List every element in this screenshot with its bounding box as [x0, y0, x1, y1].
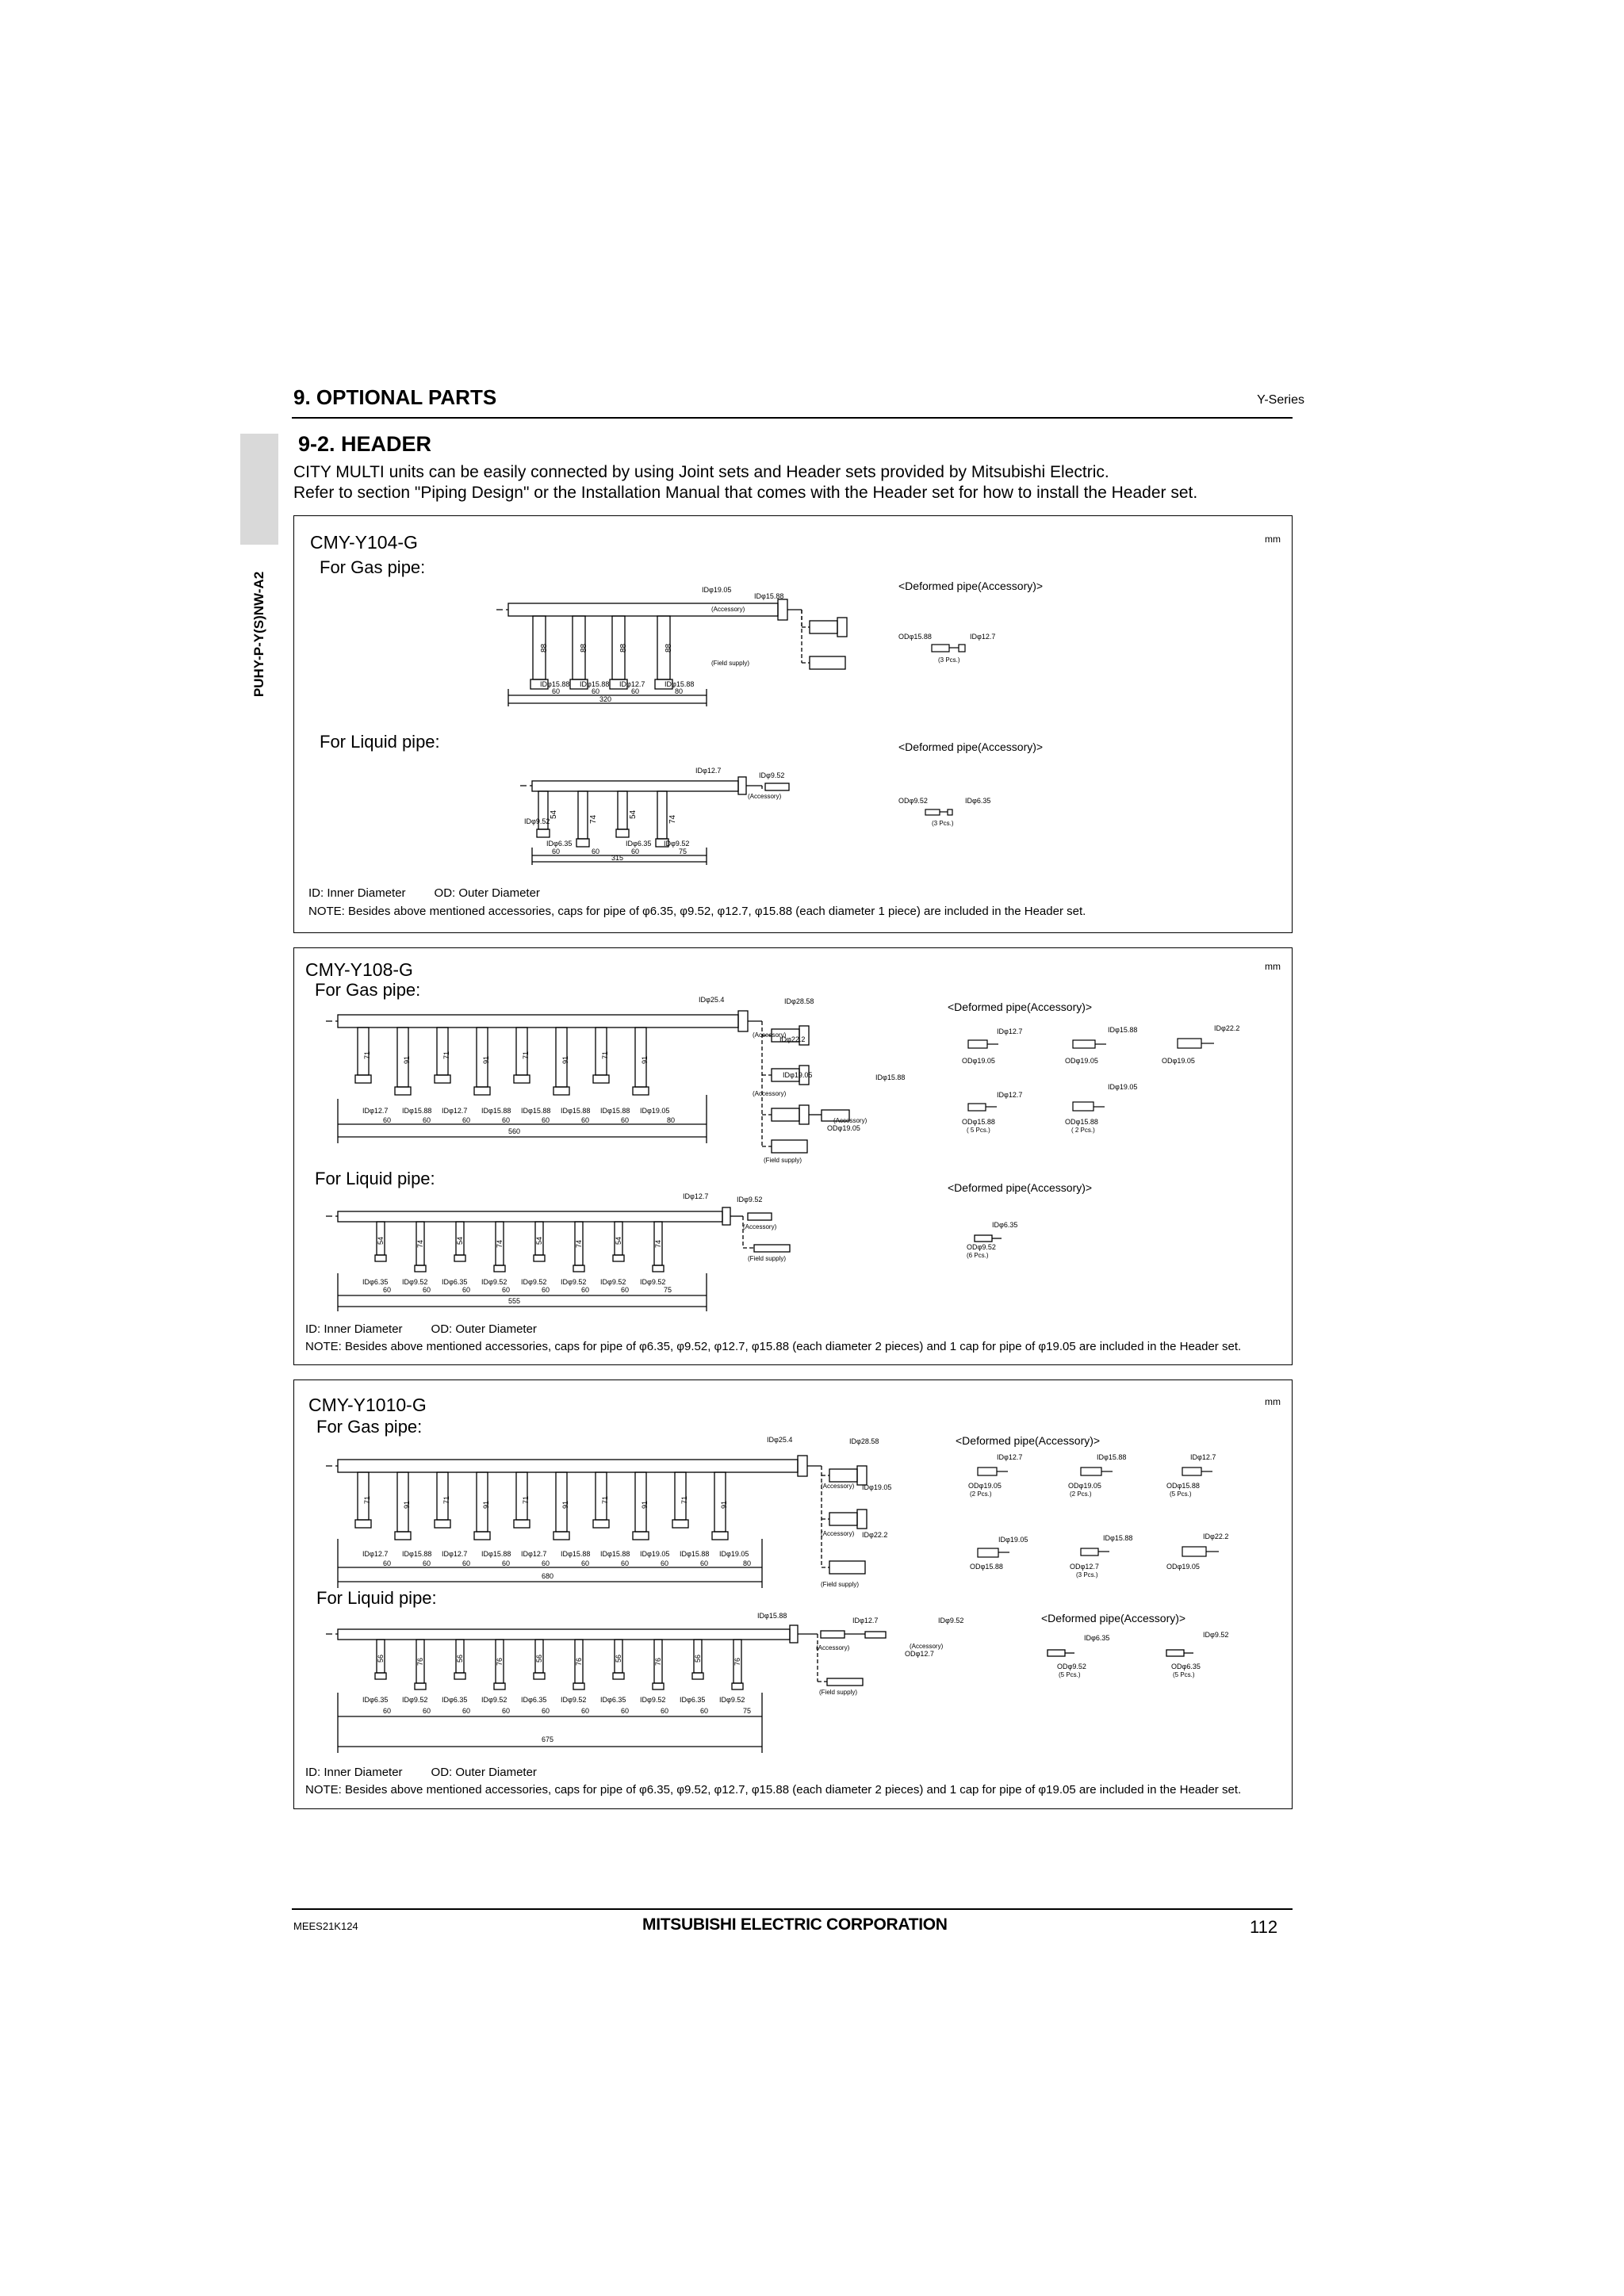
svg-text:91: 91	[403, 1055, 411, 1064]
side-label: PUHY-P-Y(S)NW-A2	[251, 571, 266, 698]
svg-text:76: 76	[416, 1657, 424, 1666]
svg-text:76: 76	[496, 1657, 504, 1666]
pitch: 60	[631, 687, 640, 695]
total-length: 560	[508, 1127, 521, 1135]
total-length: 320	[599, 695, 612, 703]
gas-branches	[530, 616, 672, 689]
svg-text:(6 Pcs.): (6 Pcs.)	[967, 1252, 989, 1259]
deformed-pipe-heading: <Deformed pipe(Accessory)>	[956, 1434, 1101, 1447]
svg-text:IDφ9.52: IDφ9.52	[640, 1696, 666, 1704]
deformed-pipe-heading: <Deformed pipe(Accessory)>	[1041, 1612, 1186, 1624]
branch-height: 88	[580, 643, 588, 652]
svg-text:75: 75	[743, 1707, 752, 1715]
svg-text:60: 60	[462, 1286, 471, 1294]
accessory-id: IDφ15.88	[754, 592, 784, 600]
liquid-header-drawing	[326, 1625, 1193, 1753]
svg-text:IDφ19.05: IDφ19.05	[998, 1536, 1028, 1544]
svg-text:IDφ6.35: IDφ6.35	[442, 1696, 468, 1704]
svg-text:ODφ19.05: ODφ19.05	[827, 1124, 860, 1132]
svg-text:71: 71	[680, 1495, 688, 1504]
svg-text:IDφ15.88: IDφ15.88	[600, 1107, 630, 1115]
unit-label: mm	[1265, 961, 1281, 972]
gas-pipe-label: For Gas pipe:	[316, 1417, 423, 1437]
chapter-title: 9. OPTIONAL PARTS	[293, 385, 497, 409]
svg-text:80: 80	[667, 1116, 676, 1124]
svg-text:(Accessory): (Accessory)	[910, 1643, 944, 1650]
svg-text:IDφ9.52: IDφ9.52	[938, 1617, 964, 1624]
svg-text:IDφ6.35: IDφ6.35	[965, 797, 991, 805]
svg-text:IDφ9.52: IDφ9.52	[402, 1696, 428, 1704]
svg-text:( 5 Pcs.): ( 5 Pcs.)	[967, 1127, 990, 1134]
branch-height: 88	[665, 643, 673, 652]
document-code: MEES21K124	[293, 1920, 358, 1932]
svg-text:60: 60	[700, 1559, 709, 1567]
branch-height: 88	[619, 643, 628, 652]
svg-text:60: 60	[383, 1286, 392, 1294]
svg-text:IDφ25.4: IDφ25.4	[767, 1436, 793, 1444]
svg-text:91: 91	[482, 1055, 490, 1064]
panel-cmy-y1010	[293, 1380, 1293, 1809]
svg-text:IDφ6.35: IDφ6.35	[680, 1696, 706, 1704]
svg-text:91: 91	[403, 1500, 411, 1509]
liquid-pipe-label: For Liquid pipe:	[316, 1588, 437, 1608]
svg-text:ODφ19.05: ODφ19.05	[1162, 1057, 1195, 1065]
svg-text:IDφ12.7: IDφ12.7	[997, 1027, 1023, 1035]
svg-text:(Accessory): (Accessory)	[833, 1117, 868, 1124]
svg-text:IDφ12.7: IDφ12.7	[1190, 1453, 1216, 1461]
svg-text:(Accessory): (Accessory)	[748, 793, 782, 800]
svg-text:ODφ15.88: ODφ15.88	[962, 1118, 995, 1126]
liquid-inlet	[738, 777, 746, 794]
svg-text:680: 680	[542, 1572, 554, 1580]
svg-text:(Field supply): (Field supply)	[764, 1157, 802, 1164]
svg-text:76: 76	[654, 1657, 662, 1666]
svg-text:ODφ15.88: ODφ15.88	[970, 1563, 1003, 1571]
deformed-pipe-heading: <Deformed pipe(Accessory)>	[948, 1001, 1093, 1013]
svg-text:IDφ15.88: IDφ15.88	[561, 1550, 591, 1558]
svg-text:54: 54	[629, 809, 638, 819]
svg-text:IDφ15.88: IDφ15.88	[680, 1550, 710, 1558]
svg-text:IDφ15.88: IDφ15.88	[757, 1612, 787, 1620]
svg-text:60: 60	[423, 1286, 431, 1294]
intro-line-1: CITY MULTI units can be easily connected by using Joint sets and Header sets provided by Mitsubishi Electric.	[293, 463, 1109, 481]
svg-text:60: 60	[462, 1559, 471, 1567]
gas-deformed-pipes	[978, 1468, 1219, 1557]
svg-text:(Accessory): (Accessory)	[821, 1530, 855, 1537]
gas-header-drawing	[326, 1456, 867, 1588]
svg-text:80: 80	[743, 1559, 752, 1567]
svg-text:IDφ12.7: IDφ12.7	[997, 1453, 1023, 1461]
svg-text:ODφ19.05: ODφ19.05	[1065, 1057, 1098, 1065]
svg-text:ODφ9.52: ODφ9.52	[1057, 1663, 1086, 1670]
branch-id: IDφ6.35	[546, 840, 573, 848]
svg-text:56: 56	[694, 1654, 702, 1663]
svg-text:60: 60	[542, 1286, 550, 1294]
svg-text:IDφ15.88: IDφ15.88	[521, 1107, 551, 1115]
svg-text:60: 60	[542, 1707, 550, 1715]
svg-text:60: 60	[621, 1707, 630, 1715]
svg-text:IDφ15.88: IDφ15.88	[1097, 1453, 1127, 1461]
svg-text:IDφ12.7: IDφ12.7	[997, 1091, 1023, 1099]
svg-text:ODφ15.88: ODφ15.88	[1065, 1118, 1098, 1126]
svg-text:ODφ19.05: ODφ19.05	[968, 1482, 1002, 1490]
svg-text:56: 56	[456, 1654, 464, 1663]
svg-text:91: 91	[641, 1055, 649, 1064]
svg-text:IDφ12.7: IDφ12.7	[683, 1192, 709, 1200]
model-title: CMY-Y1010-G	[308, 1395, 427, 1415]
total-length: 315	[611, 854, 624, 862]
pitch: 80	[675, 687, 684, 695]
svg-text:54: 54	[456, 1236, 464, 1245]
svg-text:IDφ22.2: IDφ22.2	[1203, 1533, 1229, 1540]
svg-text:60: 60	[383, 1116, 392, 1124]
gas-inlet	[778, 599, 787, 620]
branch-id: IDφ15.88	[580, 680, 610, 688]
model-title: CMY-Y108-G	[305, 959, 413, 980]
y108-diagram	[294, 948, 1289, 1321]
svg-text:IDφ6.35: IDφ6.35	[600, 1696, 626, 1704]
svg-text:(2 Pcs.): (2 Pcs.)	[1070, 1490, 1092, 1498]
svg-text:60: 60	[581, 1707, 590, 1715]
panel-cmy-y104	[293, 515, 1293, 933]
footer-rule	[292, 1908, 1293, 1910]
svg-text:(Field supply): (Field supply)	[819, 1689, 858, 1696]
svg-text:74: 74	[654, 1239, 662, 1248]
svg-text:555: 555	[508, 1297, 521, 1305]
branch-id: IDφ12.7	[619, 680, 645, 688]
branch-height: 88	[540, 643, 549, 652]
svg-text:IDφ28.58: IDφ28.58	[784, 997, 814, 1005]
y1010-diagram	[294, 1380, 1289, 1769]
svg-text:60: 60	[462, 1707, 471, 1715]
svg-text:71: 71	[601, 1495, 609, 1504]
inlet-id: IDφ19.05	[702, 586, 732, 594]
svg-text:74: 74	[496, 1239, 504, 1248]
svg-text:60: 60	[621, 1116, 630, 1124]
svg-text:91: 91	[561, 1500, 569, 1509]
svg-text:IDφ6.35: IDφ6.35	[1084, 1634, 1110, 1642]
liquid-pipe-label: For Liquid pipe:	[315, 1169, 435, 1188]
svg-text:(2 Pcs.): (2 Pcs.)	[970, 1490, 992, 1498]
field-supply-label: (Field supply)	[711, 660, 750, 667]
deformed-id: IDφ12.7	[970, 633, 996, 641]
svg-text:ODφ12.7: ODφ12.7	[1070, 1563, 1099, 1571]
svg-text:71: 71	[522, 1050, 530, 1059]
legend: ID: Inner Diameter OD: Outer Diameter	[305, 1322, 537, 1336]
svg-text:IDφ9.52: IDφ9.52	[640, 1278, 666, 1286]
gas-pipe-label: For Gas pipe:	[315, 980, 421, 1000]
field-supply-pipe	[810, 656, 845, 669]
svg-text:91: 91	[641, 1500, 649, 1509]
svg-text:IDφ6.35: IDφ6.35	[521, 1696, 547, 1704]
svg-text:IDφ9.52: IDφ9.52	[481, 1696, 508, 1704]
svg-text:( 2 Pcs.): ( 2 Pcs.)	[1071, 1127, 1095, 1134]
side-tab	[240, 434, 278, 545]
svg-text:IDφ15.88: IDφ15.88	[1103, 1534, 1133, 1542]
svg-text:IDφ19.05: IDφ19.05	[640, 1107, 670, 1115]
svg-text:60: 60	[552, 848, 561, 855]
deformed-od: ODφ15.88	[898, 633, 932, 641]
svg-text:IDφ9.52: IDφ9.52	[737, 1196, 763, 1203]
svg-text:IDφ19.05: IDφ19.05	[862, 1483, 892, 1491]
svg-text:60: 60	[383, 1559, 392, 1567]
gas-deformed-pipe	[932, 645, 965, 652]
svg-text:60: 60	[581, 1116, 590, 1124]
section-title: 9-2. HEADER	[298, 432, 432, 456]
svg-text:ODφ19.05: ODφ19.05	[1068, 1482, 1101, 1490]
liquid-pipe-label: For Liquid pipe:	[320, 732, 440, 752]
svg-text:75: 75	[664, 1286, 672, 1294]
svg-text:IDφ9.52: IDφ9.52	[1203, 1631, 1229, 1639]
svg-text:76: 76	[575, 1657, 583, 1666]
svg-text:54: 54	[550, 809, 558, 819]
pitch: 60	[592, 687, 600, 695]
svg-text:IDφ9.52: IDφ9.52	[600, 1278, 626, 1286]
unit-label: mm	[1265, 534, 1281, 545]
svg-text:56: 56	[615, 1654, 622, 1663]
legend: ID: Inner Diameter OD: Outer Diameter	[305, 1766, 537, 1779]
deformed-pipe-heading: <Deformed pipe(Accessory)>	[898, 580, 1044, 592]
svg-text:IDφ22.2: IDφ22.2	[1214, 1024, 1240, 1032]
svg-text:91: 91	[482, 1500, 490, 1509]
svg-text:(5 Pcs.): (5 Pcs.)	[1173, 1671, 1195, 1678]
svg-text:71: 71	[522, 1495, 530, 1504]
svg-text:60: 60	[581, 1559, 590, 1567]
gas-pipe-label: For Gas pipe:	[320, 557, 426, 577]
svg-text:60: 60	[502, 1559, 511, 1567]
svg-text:IDφ6.35: IDφ6.35	[442, 1278, 468, 1286]
svg-text:60: 60	[423, 1116, 431, 1124]
svg-text:(Accessory): (Accessory)	[821, 1483, 855, 1490]
svg-text:60: 60	[423, 1559, 431, 1567]
note-text: NOTE: Besides above mentioned accessories, caps for pipe of φ6.35, φ9.52, φ12.7, φ15.88 (each diameter 2 pieces) and 1 cap for pipe of φ19.05 are included in the Header set.	[305, 1340, 1242, 1353]
page-number: 112	[1250, 1917, 1278, 1937]
svg-text:71: 71	[442, 1050, 450, 1059]
svg-text:60: 60	[502, 1286, 511, 1294]
liquid-header-drawing	[326, 1207, 1002, 1311]
svg-text:IDφ6.35: IDφ6.35	[362, 1278, 389, 1286]
svg-text:(Accessory): (Accessory)	[753, 1090, 787, 1097]
svg-text:56: 56	[535, 1654, 543, 1663]
legend: ID: Inner Diameter OD: Outer Diameter	[308, 886, 540, 900]
svg-text:54: 54	[535, 1236, 543, 1245]
end-id: IDφ9.52	[524, 817, 550, 825]
svg-text:675: 675	[542, 1735, 554, 1743]
accessory-id: IDφ9.52	[759, 771, 785, 779]
svg-text:60: 60	[542, 1559, 550, 1567]
svg-text:IDφ15.88: IDφ15.88	[402, 1107, 432, 1115]
svg-text:60: 60	[581, 1286, 590, 1294]
svg-text:IDφ25.4: IDφ25.4	[699, 996, 725, 1004]
svg-text:74: 74	[589, 814, 598, 824]
svg-text:IDφ15.88: IDφ15.88	[600, 1550, 630, 1558]
branch-id: IDφ15.88	[665, 680, 695, 688]
pitch: 60	[552, 687, 561, 695]
svg-text:IDφ12.7: IDφ12.7	[852, 1617, 879, 1624]
svg-text:IDφ15.88: IDφ15.88	[481, 1107, 511, 1115]
model-title: CMY-Y104-G	[310, 532, 418, 553]
svg-text:(Accessory): (Accessory)	[753, 1031, 787, 1039]
svg-text:ODφ19.05: ODφ19.05	[1166, 1563, 1200, 1571]
svg-text:IDφ19.05: IDφ19.05	[719, 1550, 749, 1558]
svg-text:IDφ15.88: IDφ15.88	[402, 1550, 432, 1558]
svg-text:IDφ9.52: IDφ9.52	[402, 1278, 428, 1286]
svg-text:60: 60	[542, 1116, 550, 1124]
svg-text:(Accessory): (Accessory)	[743, 1223, 777, 1230]
svg-text:ODφ12.7: ODφ12.7	[905, 1650, 934, 1658]
svg-text:74: 74	[575, 1239, 583, 1248]
svg-text:71: 71	[442, 1495, 450, 1504]
svg-text:60: 60	[383, 1707, 392, 1715]
svg-text:(3 Pcs.): (3 Pcs.)	[932, 820, 954, 827]
svg-text:(Field supply): (Field supply)	[748, 1255, 787, 1262]
svg-text:IDφ12.7: IDφ12.7	[521, 1550, 547, 1558]
unit-label: mm	[1265, 1396, 1281, 1407]
svg-text:91: 91	[561, 1055, 569, 1064]
liquid-deformed-pipe	[925, 809, 952, 815]
svg-text:60: 60	[661, 1707, 669, 1715]
liquid-header-drawing	[520, 777, 789, 865]
deformed-pipe-heading: <Deformed pipe(Accessory)>	[948, 1181, 1093, 1194]
note-text: NOTE: Besides above mentioned accessories, caps for pipe of φ6.35, φ9.52, φ12.7, φ15.88 (each diameter 1 piece) are included in the Header set.	[308, 905, 1086, 918]
svg-text:54: 54	[377, 1236, 385, 1245]
svg-text:60: 60	[661, 1559, 669, 1567]
svg-text:75: 75	[679, 848, 688, 855]
svg-text:60: 60	[631, 848, 640, 855]
branch-id: IDφ15.88	[540, 680, 570, 688]
accessory-label: (Accessory)	[711, 606, 745, 613]
svg-text:IDφ12.7: IDφ12.7	[362, 1550, 389, 1558]
svg-text:ODφ6.35: ODφ6.35	[1171, 1663, 1201, 1670]
branch-id: IDφ9.52	[664, 840, 690, 848]
svg-text:IDφ9.52: IDφ9.52	[561, 1696, 587, 1704]
svg-text:IDφ19.05: IDφ19.05	[1108, 1083, 1138, 1091]
intro-line-2: Refer to section "Piping Design" or the Installation Manual that comes with the Header set for how to install the Header set.	[293, 484, 1198, 502]
gas-branches	[355, 1027, 649, 1095]
svg-text:60: 60	[700, 1707, 709, 1715]
svg-text:ODφ19.05: ODφ19.05	[962, 1057, 995, 1065]
svg-text:ODφ15.88: ODφ15.88	[1166, 1482, 1200, 1490]
gas-branches	[355, 1472, 728, 1540]
svg-text:60: 60	[621, 1286, 630, 1294]
svg-text:56: 56	[377, 1654, 385, 1663]
svg-text:IDφ6.35: IDφ6.35	[362, 1696, 389, 1704]
gas-deformed-pipes	[968, 1039, 1214, 1111]
svg-text:IDφ12.7: IDφ12.7	[442, 1550, 468, 1558]
corporation-name: MITSUBISHI ELECTRIC CORPORATION	[642, 1915, 948, 1934]
svg-text:(5 Pcs.): (5 Pcs.)	[1059, 1671, 1081, 1678]
svg-text:IDφ12.7: IDφ12.7	[442, 1107, 468, 1115]
svg-text:IDφ15.88: IDφ15.88	[1108, 1026, 1138, 1034]
svg-text:IDφ19.05: IDφ19.05	[640, 1550, 670, 1558]
svg-text:60: 60	[592, 848, 600, 855]
svg-text:IDφ22.2: IDφ22.2	[862, 1531, 888, 1539]
note-text: NOTE: Besides above mentioned accessories, caps for pipe of φ6.35, φ9.52, φ12.7, φ15.88 (each diameter 2 pieces) and 1 cap for pipe of φ19.05 are included in the Header set.	[305, 1783, 1242, 1797]
panel-cmy-y108	[293, 947, 1293, 1365]
svg-text:(Accessory): (Accessory)	[816, 1644, 850, 1651]
deformed-qty: (3 Pcs.)	[938, 656, 960, 664]
svg-text:54: 54	[615, 1236, 622, 1245]
svg-text:60: 60	[621, 1559, 630, 1567]
deformed-pipe-heading: <Deformed pipe(Accessory)>	[898, 740, 1044, 753]
header-rule	[292, 417, 1293, 419]
svg-text:(3 Pcs.): (3 Pcs.)	[1076, 1571, 1098, 1578]
svg-text:IDφ28.58: IDφ28.58	[849, 1437, 879, 1445]
accessory-reducer	[810, 621, 837, 633]
svg-text:71: 71	[363, 1050, 371, 1059]
svg-text:74: 74	[668, 814, 677, 824]
branch-id: IDφ6.35	[626, 840, 652, 848]
svg-text:76: 76	[733, 1657, 741, 1666]
svg-text:IDφ22.2: IDφ22.2	[779, 1035, 806, 1043]
svg-text:IDφ9.52: IDφ9.52	[561, 1278, 587, 1286]
inlet-id: IDφ12.7	[695, 767, 722, 775]
svg-text:IDφ15.88: IDφ15.88	[561, 1107, 591, 1115]
svg-text:60: 60	[502, 1707, 511, 1715]
svg-text:71: 71	[601, 1050, 609, 1059]
svg-text:IDφ15.88: IDφ15.88	[481, 1550, 511, 1558]
svg-text:60: 60	[423, 1707, 431, 1715]
svg-text:IDφ19.05: IDφ19.05	[783, 1071, 813, 1079]
svg-text:(Field supply): (Field supply)	[821, 1581, 860, 1588]
svg-text:60: 60	[462, 1116, 471, 1124]
liquid-header-pipe	[532, 781, 738, 791]
svg-text:IDφ15.88: IDφ15.88	[875, 1073, 906, 1081]
svg-text:74: 74	[416, 1239, 424, 1248]
svg-text:91: 91	[720, 1500, 728, 1509]
series-label: Y-Series	[1257, 393, 1304, 407]
svg-text:IDφ9.52: IDφ9.52	[481, 1278, 508, 1286]
svg-text:IDφ9.52: IDφ9.52	[521, 1278, 547, 1286]
y104-diagram	[294, 516, 1289, 928]
svg-text:60: 60	[502, 1116, 511, 1124]
svg-text:IDφ9.52: IDφ9.52	[719, 1696, 745, 1704]
svg-text:ODφ9.52: ODφ9.52	[898, 797, 928, 805]
svg-text:IDφ12.7: IDφ12.7	[362, 1107, 389, 1115]
svg-text:IDφ6.35: IDφ6.35	[992, 1221, 1018, 1229]
svg-text:71: 71	[363, 1495, 371, 1504]
svg-text:(5 Pcs.): (5 Pcs.)	[1170, 1490, 1192, 1498]
svg-text:ODφ9.52: ODφ9.52	[967, 1243, 996, 1251]
